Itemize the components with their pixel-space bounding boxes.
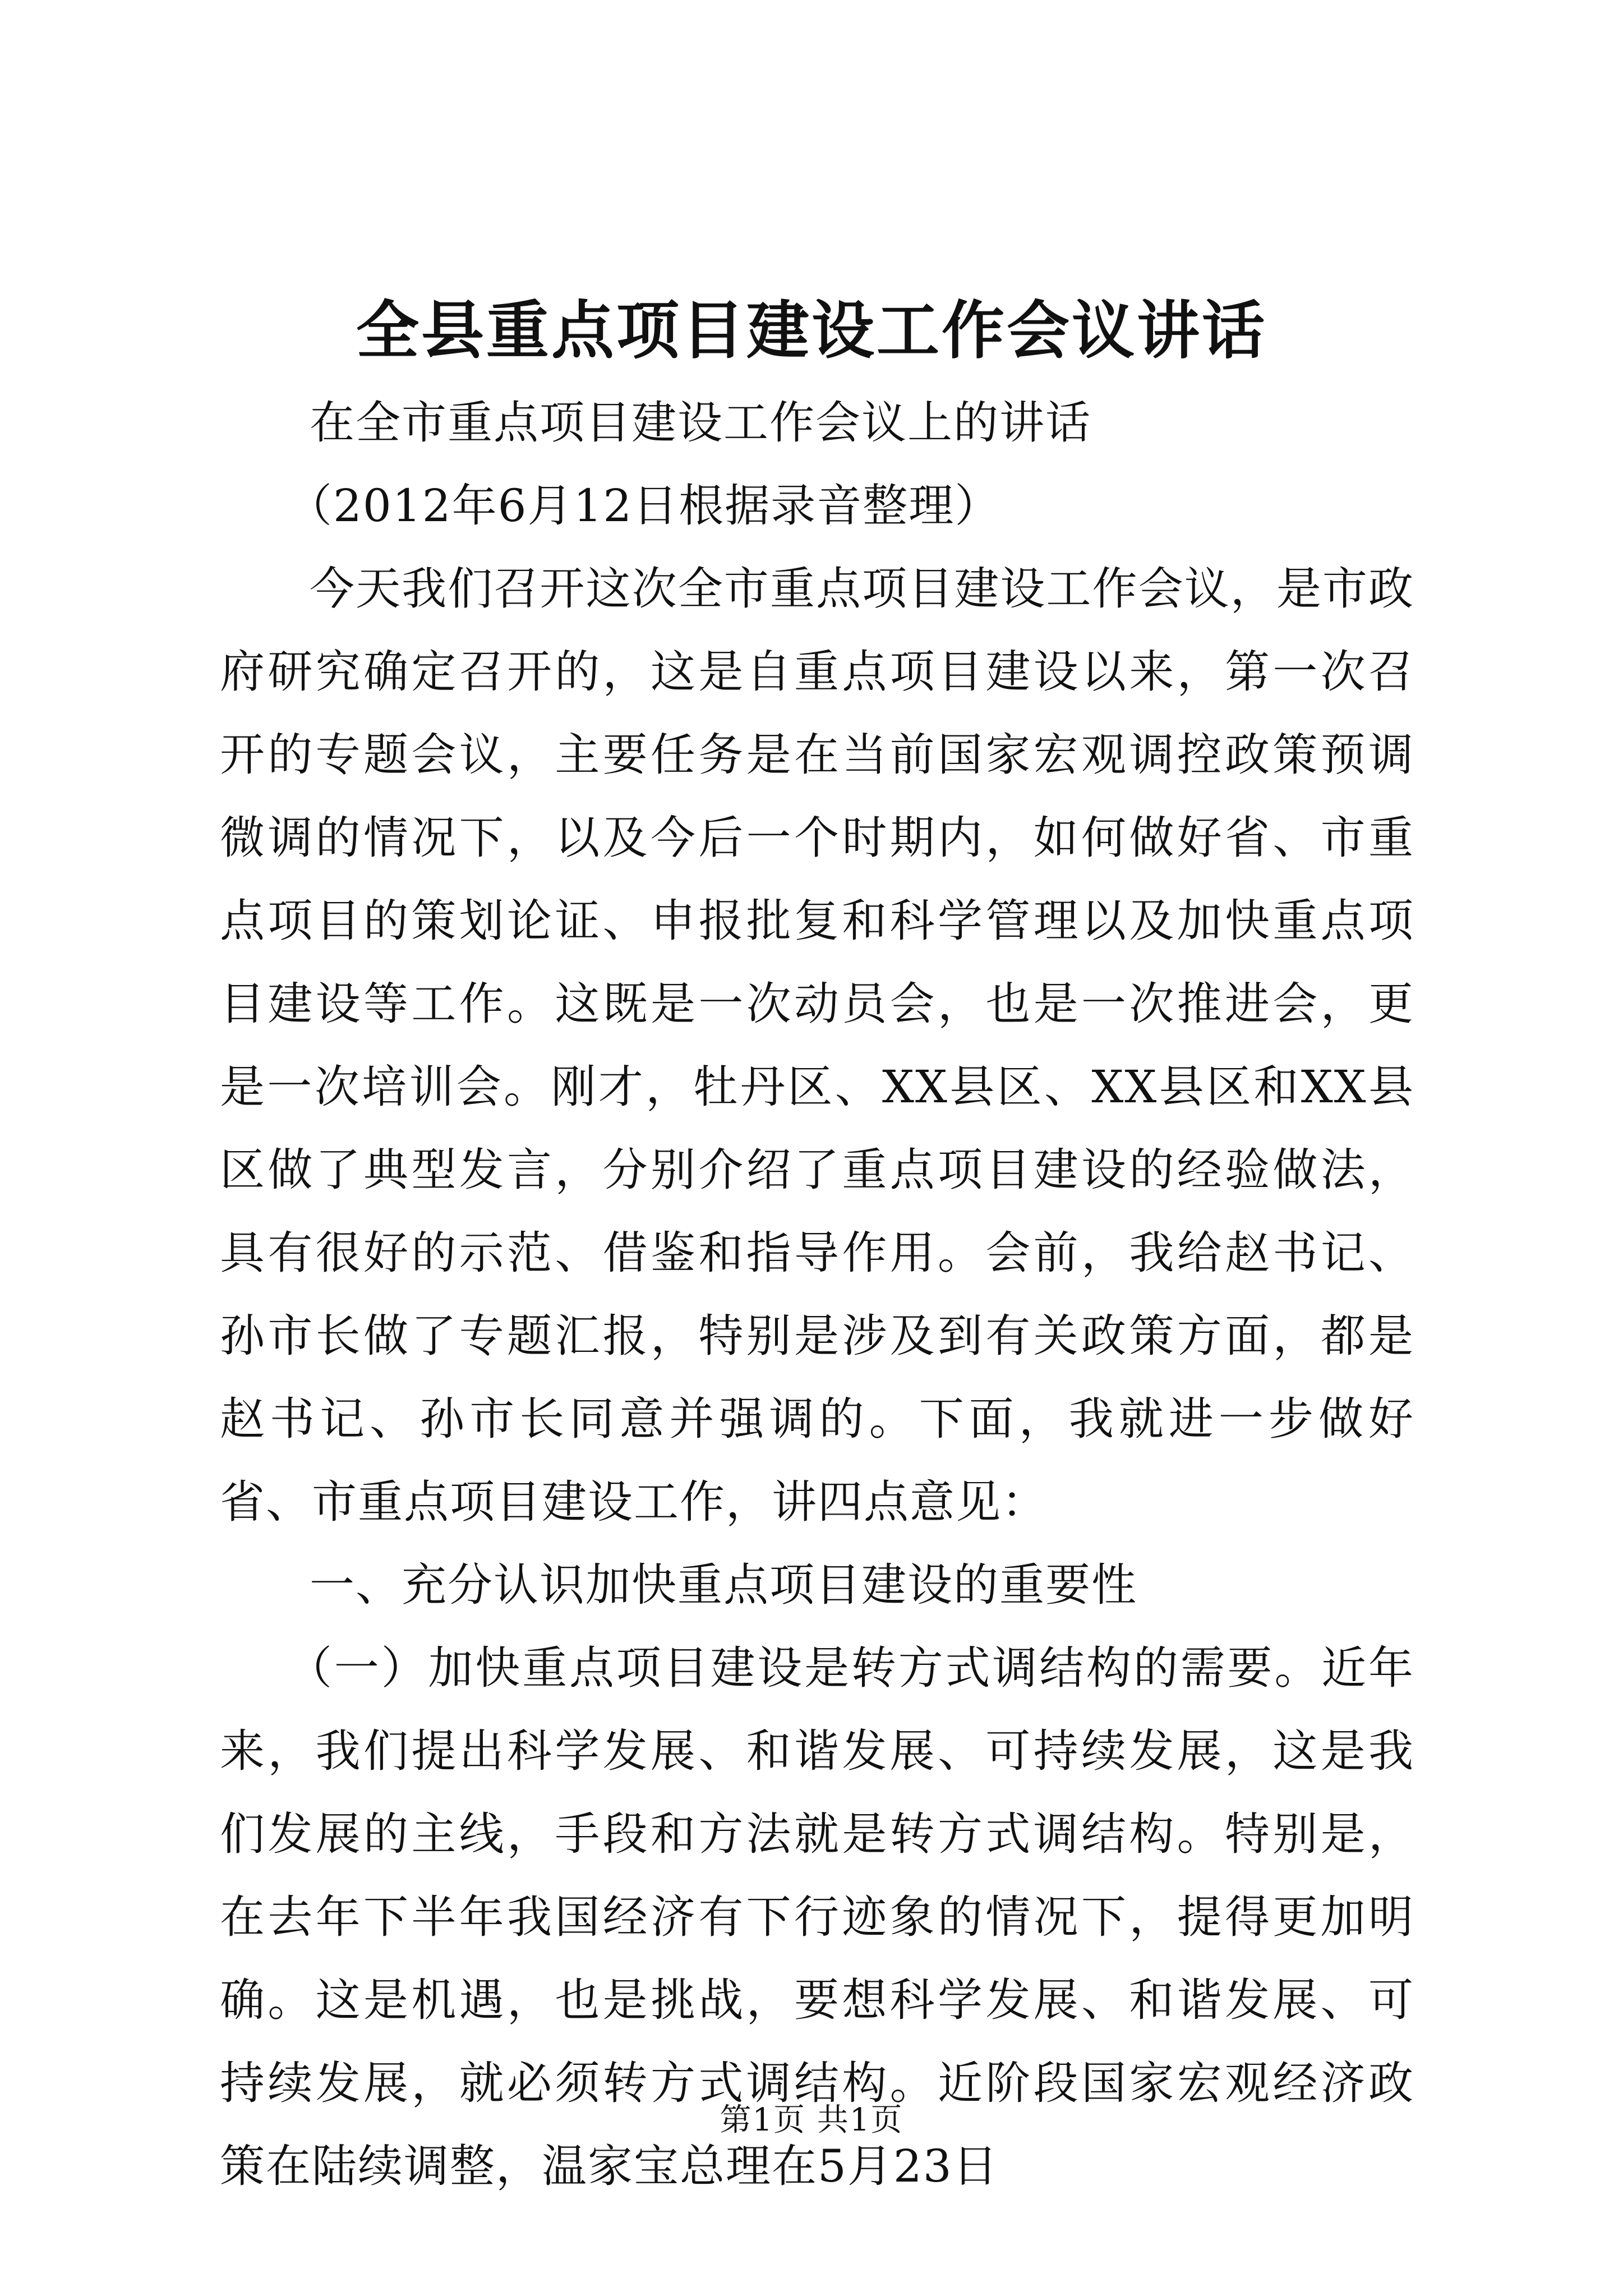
section-heading: 一、充分认识加快重点项目建设的重要性 bbox=[310, 1559, 1137, 1611]
body-paragraph: （一）加快重点项目建设是转方式调结构的需要。近年来，我们提出科学发展、和谐发展、可持续发展，这是我们发展的主线，手段和方法就是转方式调结构。特别是，在去年下半年我国经济有下行迹象的情况下，提得更加明确。这是机遇，也是挑战，要想科学发展、和谐发展、可持续发展，就必须转方式调结构。近阶段国家宏观经济政策在陆续调整，温家宝总理在5月23日 bbox=[220, 1642, 1414, 2192]
date-note-paragraph: （2012年6月12日根据录音整理） bbox=[287, 480, 1001, 532]
subtitle-paragraph: 在全市重点项目建设工作会议上的讲话 bbox=[310, 397, 1091, 449]
page-footer: 第1页 共1页 bbox=[720, 2102, 903, 2138]
document-body bbox=[220, 381, 1414, 2208]
document-title: 全县重点项目建设工作会议讲话 bbox=[356, 294, 1267, 367]
body-paragraph: 今天我们召开这次全市重点项目建设工作会议，是市政府研究确定召开的，这是自重点项目建设以来，第一次召开的专题会议，主要任务是在当前国家宏观调控政策预调微调的情况下，以及今后一个时期内，如何做好省、市重点项目的策划论证、申报批复和科学管理以及加快重点项目建设等工作。这既是一次动员会，也是一次推进会，更是一次培训会。刚才，牡丹区、XX县区、XX县区和XX县区做了典型发言，分别介绍了重点项目建设的经验做法，具有很好的示范、借鉴和指导作用。会前，我给赵书记、孙市长做了专题汇报，特别是涉及到有关政策方面，都是赵书记、孙市长同意并强调的。下面，我就进一步做好省、市重点项目建设工作，讲四点意见： bbox=[220, 563, 1414, 1528]
